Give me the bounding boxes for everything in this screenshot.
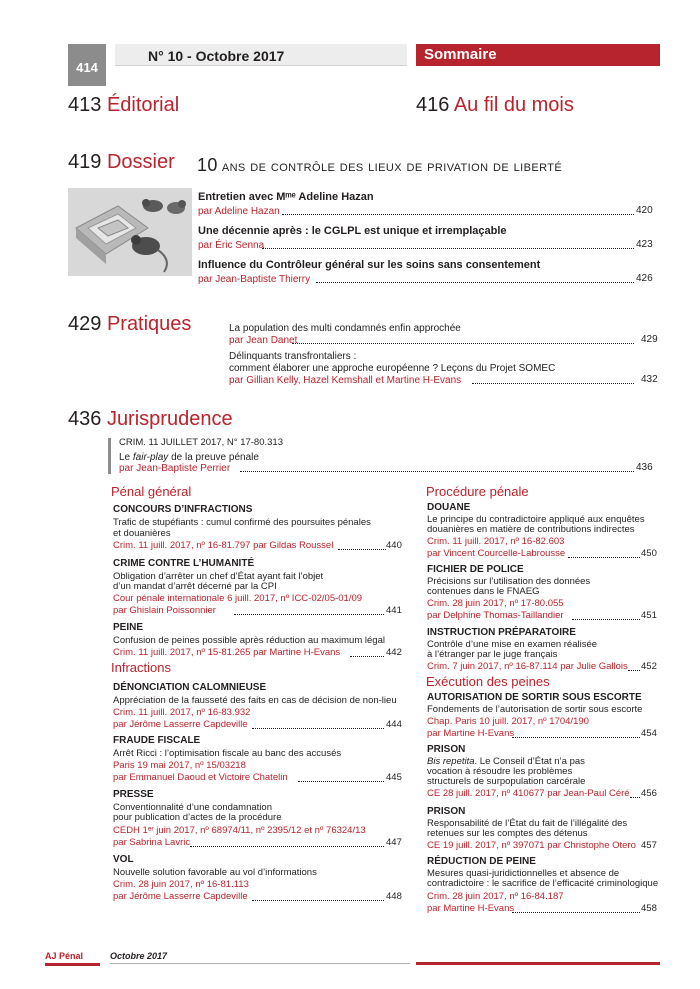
left-e4-l1[interactable]: Appréciation de la fausseté des faits en cas de décision de non-lieu [113,695,397,706]
pratiques-article-2-title-2[interactable]: comment élaborer une approche européenne ? Leçons du Projet SOMEC [229,363,556,374]
lead-author[interactable]: par Jean-Baptiste Perrier [119,463,231,474]
left-e1-l1[interactable]: Trafic de stupéfiants : cumul confirmé des poursuites pénales [113,517,371,528]
leader-dots [512,737,640,738]
right-r2-head: FICHIER DE POLICE [427,564,524,575]
left-e7-ref: Crim. 28 juin 2017, nº 16-81.113 [113,879,249,890]
editorial-title: Éditorial [106,94,180,116]
issue-label: N° 10 - Octobre 2017 [148,48,285,64]
dossier-title: Dossier [106,151,175,173]
left-e7-l1[interactable]: Nouvelle solution favorable au vol d’informations [113,867,317,878]
dossier-subtitle-num: 10 [197,155,218,175]
right-r6-ref: CE 19 juill. 2017, nº 397071 par Christophe Otero [427,840,636,851]
right-r2-l1[interactable]: Précisions sur l’utilisation des données [427,576,591,587]
right-r5-l1-text: . Le Conseil d’État n’a pas [474,756,585,767]
left-e1-l2[interactable]: et douanières [113,528,171,539]
leader-dots [512,912,640,913]
right-r5-page: 456 [641,788,657,799]
left-e4-head: DÉNONCIATION CALOMNIEUSE [113,682,267,693]
left-e4-author[interactable]: par Jérôme Lasserre Capdeville [113,719,248,730]
jurisprudence-num: 436 [68,408,102,430]
right-r2-author[interactable]: par Delphine Thomas-Taillandier [427,610,564,621]
pratiques-article-1-page: 429 [641,334,658,345]
leader-dots [252,900,384,901]
aufil-title: Au fil du mois [453,94,574,116]
mice-maze-image [68,188,192,276]
right-r4-l1[interactable]: Fondements de l’autorisation de sortir sous escorte [427,704,643,715]
right-r7-head: RÉDUCTION DE PEINE [427,856,536,867]
left-e5-author[interactable]: par Emmanuel Daoud et Victoire Chatelin [113,772,288,783]
dossier-article-3-author[interactable]: par Jean-Baptiste Thierry [198,274,311,285]
dossier-article-3-page: 426 [636,273,653,284]
leader-dots [190,846,384,847]
aufil-heading[interactable] [416,94,574,117]
right-r1-l2[interactable]: douanières en matière de contributions indirectes [427,524,635,535]
dossier-article-1-page: 420 [636,205,653,216]
page-number: 414 [68,44,106,86]
footer-journal: AJ Pénal [45,951,84,961]
left-e6-head: PRESSE [113,789,154,800]
leader-dots [350,656,384,657]
right-r5-l3[interactable]: structurels de surpopulation carcérale [427,776,586,787]
right-r3-l1[interactable]: Contrôle d’une mise en examen réalisée [427,639,598,650]
pratiques-article-2-title-1[interactable]: Délinquants transfrontaliers : [229,351,357,362]
leader-dots [252,728,384,729]
right-r1-head: DOUANE [427,502,471,513]
pratiques-article-2-author[interactable]: par Gillian Kelly, Hazel Kemshall et Martine H-Evans [229,375,462,386]
left-e6-page: 447 [386,837,402,848]
leader-dots [298,781,384,782]
right-r7-l1[interactable]: Mesures quasi-juridictionnelles et absence de [427,868,620,879]
leader-dots [628,670,640,671]
dossier-article-2-author[interactable]: par Éric Senna [198,240,265,251]
dossier-article-3-title[interactable]: Influence du Contrôleur général sur les soins sans consentement [198,259,541,271]
left-e3-page: 442 [386,647,402,658]
left-e2-l1[interactable]: Obligation d’arrêter un chef d’État ayant fait l’objet [113,571,324,582]
leader-dots [292,343,634,344]
dossier-illustration [68,188,192,276]
left-e4-page: 444 [386,719,402,730]
infractions-heading: Infractions [111,660,171,675]
leader-dots [234,614,384,615]
right-r7-ref: Crim. 28 juin 2017, nº 16-84.187 [427,891,564,902]
footer-rule-left [45,963,100,966]
dossier-num: 419 [68,151,102,173]
left-e6-l1[interactable]: Conventionnalité d’une condamnation [113,802,272,813]
right-r6-l2[interactable]: retenues sur les comptes des détenus [427,828,588,839]
left-e2-head: CRIME CONTRE L’HUMANITÉ [113,558,255,569]
right-r6-l1[interactable]: Responsabilité de l’État du fait de l’illégalité des [427,818,628,829]
dossier-subtitle-text: ans de contrôle des lieux de privation de liberté [221,158,563,175]
left-e2-l2[interactable]: d’un mandat d’arrêt décerné par la CPI [113,581,277,592]
right-r3-l2[interactable]: à l’étranger par le juge français [427,649,558,660]
leader-dots [630,797,640,798]
right-r1-ref: Crim. 11 juill. 2017, nº 16-82.603 [427,536,565,547]
right-r1-author[interactable]: par Vincent Courcelle-Labrousse [427,548,566,559]
jurisprudence-title: Jurisprudence [106,408,233,430]
left-e2-page: 441 [386,605,402,616]
right-r5-l1-italic: Bis repetita [427,756,475,767]
leader-dots [262,248,634,249]
lead-page: 436 [636,462,653,473]
dossier-article-1-title[interactable]: Entretien avec Mᵐᵉ Adeline Hazan [198,191,374,203]
pratiques-heading[interactable] [68,313,191,336]
right-r5-l2[interactable]: vocation à résoudre les problèmes [427,766,573,777]
pratiques-article-2-page: 432 [641,374,658,385]
right-r1-l1[interactable]: Le principe du contradictoire appliqué aux enquêtes [427,514,645,525]
right-r7-page: 458 [641,903,657,914]
left-e1-ref: Crim. 11 juill. 2017, nº 16-81.797 par Gildas Roussel [113,540,334,551]
right-r2-l2[interactable]: contenues dans le FNAEG [427,586,540,597]
penal-general-heading: Pénal général [111,484,192,499]
dossier-article-1-author[interactable]: par Adeline Hazan [198,206,280,217]
dossier-article-2-page: 423 [636,239,653,250]
editorial-num: 413 [68,94,102,116]
pratiques-article-1-author[interactable]: par Jean Danet [229,335,298,346]
left-e5-l1[interactable]: Arrêt Ricci : l’optimisation fiscale au banc des accusés [113,748,342,759]
dossier-heading[interactable] [68,151,175,174]
right-r2-page: 451 [641,610,657,621]
right-r5-head: PRISON [427,744,466,755]
leader-dots [472,383,634,384]
lead-title-post: de la preuve pénale [168,452,259,463]
procedure-heading: Procédure pénale [426,484,529,499]
lead-ref: CRIM. 11 JUILLET 2017, N° 17-80.313 [119,437,283,448]
left-e5-page: 445 [386,772,402,783]
leader-dots [338,549,386,550]
footer-rule-middle [110,963,410,964]
left-e4-ref: Crim. 11 juill. 2017, nº 16-83.932 [113,707,251,718]
execution-heading: Exécution des peines [426,674,550,689]
left-e2-author[interactable]: par Ghislain Poissonnier [113,605,216,616]
left-e1-head: CONCOURS D’INFRACTIONS [113,504,253,515]
dossier-article-2-title[interactable]: Une décennie après : le CGLPL est unique et irremplaçable [198,225,507,237]
pratiques-title: Pratiques [106,313,192,335]
leader-dots [282,214,634,215]
left-e6-ref: CEDH 1ᵉʳ juin 2017, nº 68974/11, nº 2395/12 et nº 76324/13 [113,825,366,836]
left-e3-l1[interactable]: Confusion de peines possible après réduction au maximum légal [113,635,385,646]
dossier-subtitle [197,155,562,176]
right-r6-page: 457 [641,840,657,851]
footer-rule-right [416,962,660,965]
jurisprudence-heading[interactable] [68,408,233,431]
editorial-heading[interactable] [68,94,179,117]
left-e3-ref: Crim. 11 juill. 2017, nº 15-81.265 par Martine H-Evans [113,647,341,658]
right-r5-ref: CE 28 juill. 2017, nº 410677 par Jean-Paul Céré [427,788,630,799]
left-e5-ref: Paris 19 mai 2017, nº 15/03218 [113,760,246,771]
lead-title-pre: Le [119,452,133,463]
pratiques-num: 429 [68,313,102,335]
right-r3-ref: Crim. 7 juin 2017, nº 16-87.114 par Julie Gallois [427,661,628,672]
jurisprudence-bar [108,438,111,474]
right-r2-ref: Crim. 28 juin 2017, nº 17-80.055 [427,598,564,609]
right-r3-head: INSTRUCTION PRÉPARATOIRE [427,627,576,638]
left-e6-author[interactable]: par Sabrina Lavric [113,837,191,848]
right-r7-l2[interactable]: contradictoire : le sacrifice de l’efficacité criminologique [427,878,659,889]
right-r4-page: 454 [641,728,657,739]
left-e2-ref: Cour pénale internationale 6 juill. 2017, nº ICC-02/05-01/09 [113,593,363,604]
right-r7-author[interactable]: par Martine H-Evans [427,903,515,914]
leader-dots [316,282,634,283]
left-e5-head: FRAUDE FISCALE [113,735,201,746]
right-r3-page: 452 [641,661,657,672]
right-r4-head: AUTORISATION DE SORTIR SOUS ESCORTE [427,692,642,703]
left-e7-author[interactable]: par Jérôme Lasserre Capdeville [113,891,248,902]
left-e3-head: PEINE [113,622,144,633]
left-e7-page: 448 [386,891,402,902]
right-r1-page: 450 [641,548,657,559]
leader-dots [572,619,640,620]
left-e6-l2[interactable]: pour publication d’actes de la procédure [113,812,282,823]
footer-date: Octobre 2017 [110,951,168,961]
aufil-num: 416 [416,94,450,116]
right-r4-author[interactable]: par Martine H-Evans [427,728,515,739]
leader-dots [568,557,640,558]
leader-dots [240,471,634,472]
left-e7-head: VOL [113,854,134,865]
right-r4-ref: Chap. Paris 10 juill. 2017, nº 1704/190 [427,716,589,727]
section-title: Sommaire [416,44,660,66]
pratiques-article-1-title[interactable]: La population des multi condamnés enfin approchée [229,323,461,334]
lead-title-italic: fair-play [132,452,169,463]
left-e1-page: 440 [386,540,402,551]
right-r6-head: PRISON [427,806,466,817]
